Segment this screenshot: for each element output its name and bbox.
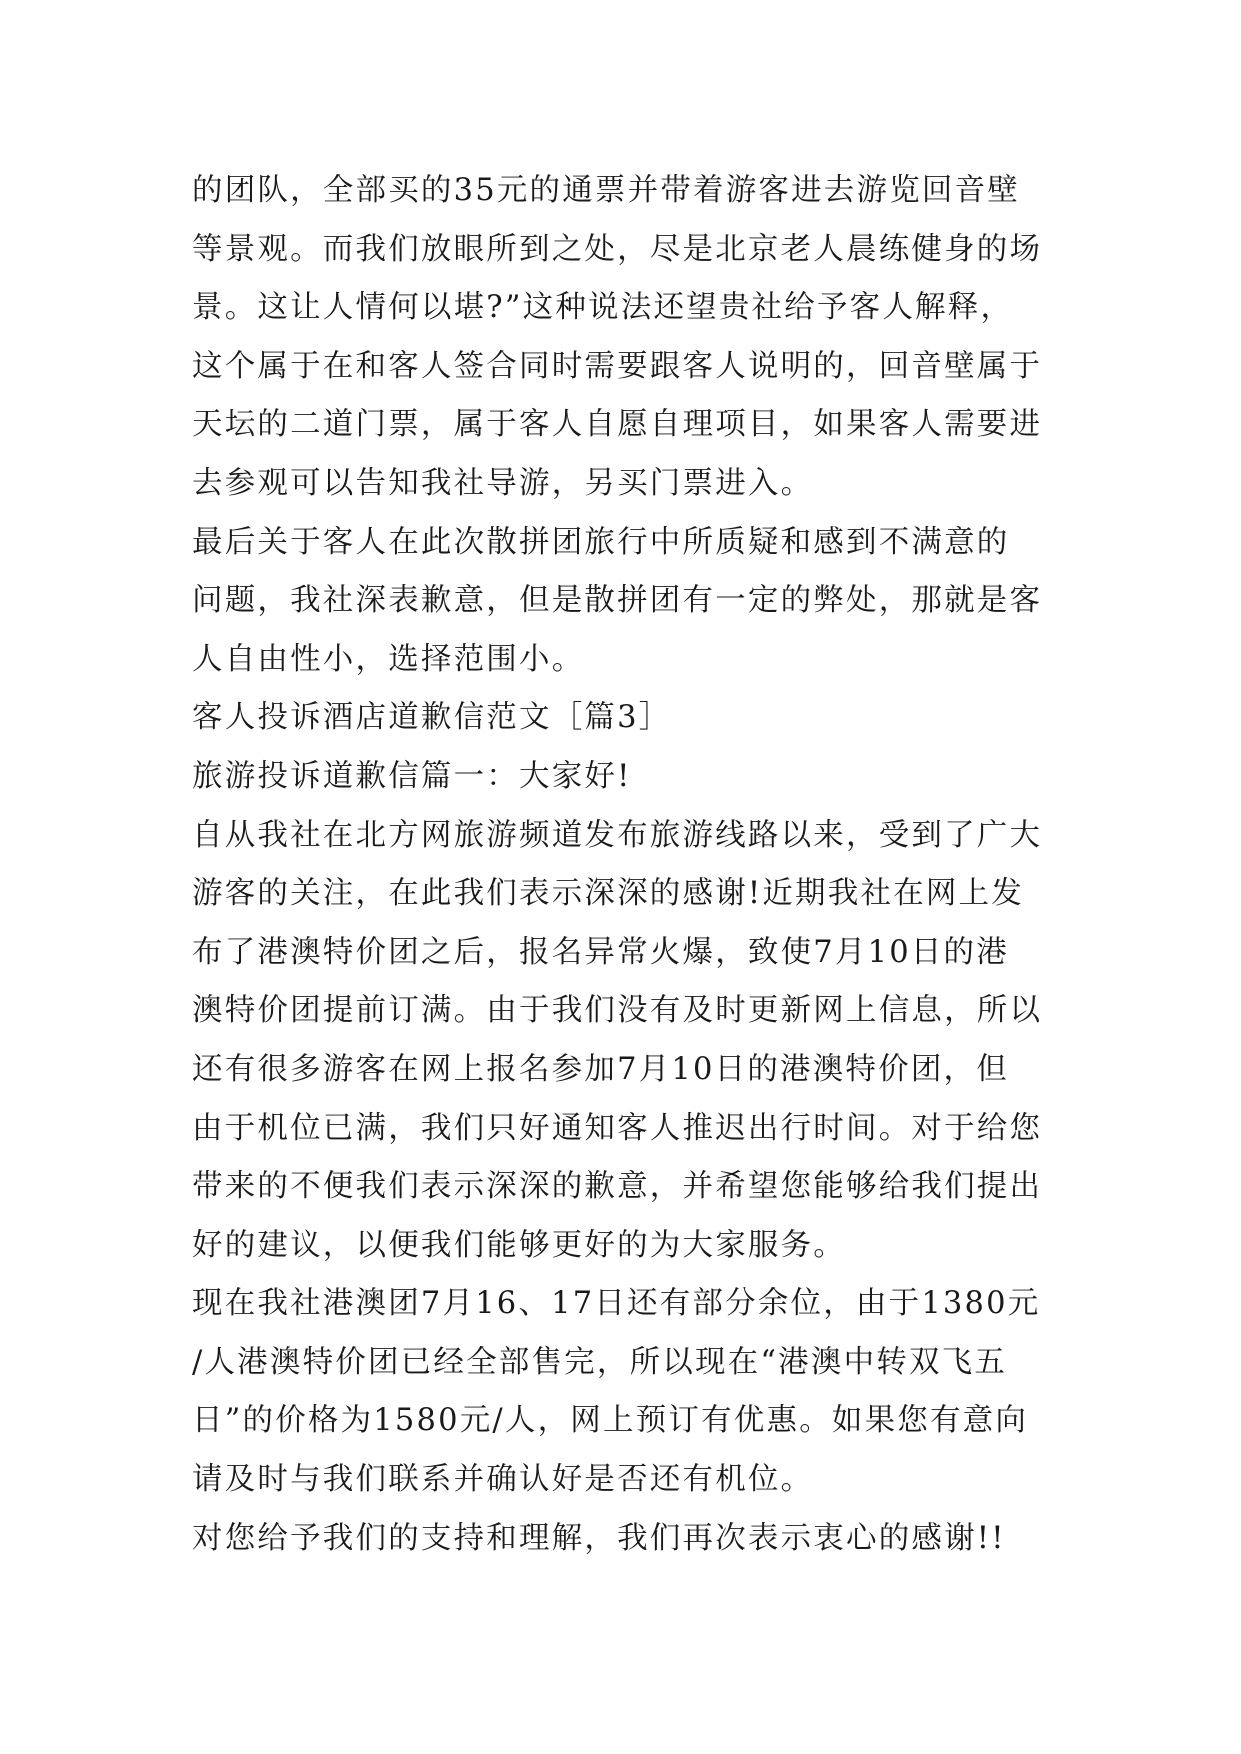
text-line: 天坛的二道门票，属于客人自愿自理项目，如果客人需要进	[192, 407, 1043, 443]
section-heading: 客人投诉酒店道歉信范文［篇3］	[192, 700, 672, 736]
text-line: 由于机位已满，我们只好通知客人推迟出行时间。对于给您	[192, 1110, 1043, 1146]
text-line: 自从我社在北方网旅游频道发布旅游线路以来，受到了广大	[192, 817, 1043, 853]
text-line: 好的建议，以便我们能够更好的为大家服务。	[192, 1227, 846, 1263]
text-line: 去参观可以告知我社导游，另买门票进入。	[192, 465, 814, 501]
text-line: 最后关于客人在此次散拼团旅行中所质疑和感到不满意的	[192, 524, 1010, 560]
text-line: 带来的不便我们表示深深的歉意，并希望您能够给我们提出	[192, 1169, 1043, 1205]
text-line: 现在我社港澳团7月16、17日还有部分余位，由于1380元	[192, 1286, 1041, 1322]
text-line: 问题，我社深表歉意，但是散拼团有一定的弊处，那就是客	[192, 583, 1043, 619]
text-line: 景。这让人情何以堪?”这种说法还望贵社给予客人解释，	[192, 290, 1014, 326]
text-line: /人港澳特价团已经全部售完，所以现在“港澳中转双飞五	[192, 1344, 1008, 1380]
text-line: 澳特价团提前订满。由于我们没有及时更新网上信息，所以	[192, 993, 1043, 1029]
text-line: 人自由性小，选择范围小。	[192, 641, 585, 677]
document-body	[192, 162, 1052, 1568]
text-line: 的团队，全部买的35元的通票并带着游客进去游览回音壁	[192, 173, 1021, 208]
text-line: 日”的价格为1580元/人，网上预订有优惠。如果您有意向	[192, 1403, 1029, 1439]
letter-greeting: 旅游投诉道歉信篇一：大家好!	[192, 758, 632, 794]
text-line: 等景观。而我们放眼所到之处，尽是北京老人晨练健身的场	[192, 231, 1043, 267]
text-line: 请及时与我们联系并确认好是否还有机位。	[192, 1462, 814, 1498]
closing-line: 对您给予我们的支持和理解，我们再次表示衷心的感谢!!	[192, 1520, 1006, 1556]
text-line: 这个属于在和客人签合同时需要跟客人说明的，回音壁属于	[192, 348, 1043, 384]
text-line: 还有很多游客在网上报名参加7月10日的港澳特价团，但	[192, 1051, 1009, 1087]
text-line: 游客的关注，在此我们表示深深的感谢!近期我社在网上发	[192, 876, 1024, 912]
text-line: 布了港澳特价团之后，报名异常火爆，致使7月10日的港	[192, 934, 1009, 970]
